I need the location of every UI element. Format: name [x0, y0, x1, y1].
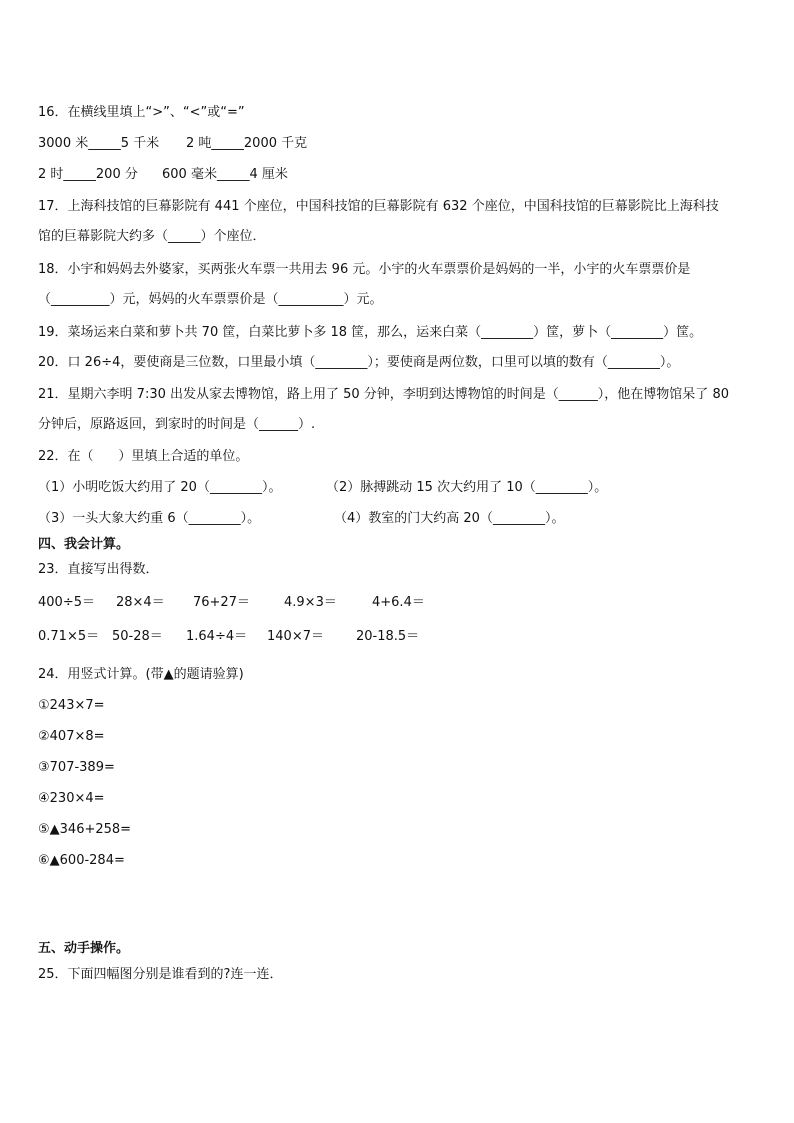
q22-title: 22．在（ ）里填上合适的单位。 — [38, 449, 249, 464]
calc-item: 50-28＝ — [112, 629, 163, 644]
q16-item-a: 3000 米_____5 千米 — [38, 136, 160, 151]
calc-item: 4.9×3＝ — [284, 595, 337, 610]
q25-text: 25．下面四幅图分别是谁看到的?连一连． — [38, 967, 283, 982]
q24-item: ⑥▲600-284= — [38, 853, 125, 868]
q22-row2 — [38, 511, 564, 527]
q24-title: 24．用竖式计算。(带▲的题请验算) — [38, 667, 244, 682]
calc-item: 400÷5＝ — [38, 595, 95, 610]
q24-item: ③707-389= — [38, 760, 115, 775]
q21-line1: 21．星期六李明 7:30 出发从家去博物馆，路上用了 50 分钟，李明到达博物馆的时间是（______），他在博物馆呆了 80 — [38, 387, 729, 402]
calc-item: 0.71×5＝ — [38, 629, 100, 644]
q20-text: 20．口 26÷4，要使商是三位数，口里最小填（________）；要使商是两位数，口里可以填的数有（________）。 — [38, 355, 680, 370]
q22-part1: （1）小明吃饭大约用了 20（________）。 — [38, 480, 282, 495]
q22-part3: （3）一头大象大约重 6（________）。 — [38, 511, 261, 526]
q16-row2 — [38, 167, 288, 183]
q16-item-c: 2 时_____200 分 — [38, 167, 138, 182]
q21-line2: 分钟后，原路返回，到家时的时间是（______）. — [38, 417, 316, 432]
q22-part4: （4）教室的门大约高 20（________）。 — [334, 511, 565, 526]
q19-text: 19．菜场运来白菜和萝卜共 70 筐，白菜比萝卜多 18 筐，那么，运来白菜（________）筐，萝卜（________）筐。 — [38, 325, 703, 340]
q16-item-d: 600 毫米_____4 厘米 — [162, 167, 288, 182]
calc-item: 28×4＝ — [116, 595, 165, 610]
q18-line2: （_________）元，妈妈的火车票票价是（__________）元。 — [38, 292, 383, 307]
q24-item: ④230×4= — [38, 791, 105, 806]
q17-line2: 馆的巨幕影院大约多（_____）个座位． — [38, 229, 266, 244]
section4-heading: 四、我会计算。 — [38, 537, 130, 552]
q23-row2 — [38, 629, 419, 645]
q22-row1 — [38, 480, 607, 496]
q16-row1 — [38, 136, 307, 152]
calc-item: 1.64÷4＝ — [186, 629, 248, 644]
calc-item: 140×7＝ — [267, 629, 324, 644]
calc-item: 76+27＝ — [193, 595, 250, 610]
q18-line1: 18．小宇和妈妈去外婆家，买两张火车票一共用去 96 元。小宇的火车票票价是妈妈的一半，小宇的火车票票价是 — [38, 262, 691, 277]
q24-item: ②407×8= — [38, 729, 105, 744]
q16-title: 16．在横线里填上“>”、“<”或“=” — [38, 105, 245, 120]
q24-item: ①243×7= — [38, 698, 105, 713]
calc-item: 20-18.5＝ — [356, 629, 420, 644]
q23-row1 — [38, 595, 425, 611]
calc-item: 4+6.4＝ — [372, 595, 425, 610]
q24-item: ⑤▲346+258= — [38, 822, 132, 837]
section5-heading: 五、动手操作。 — [38, 941, 130, 956]
q23-title: 23．直接写出得数． — [38, 562, 159, 577]
q16-item-b: 2 吨_____2000 千克 — [186, 136, 308, 151]
q22-part2: （2）脉搏跳动 15 次大约用了 10（________）。 — [326, 480, 608, 495]
q17-line1: 17．上海科技馆的巨幕影院有 441 个座位，中国科技馆的巨幕影院有 632 个座位，中国科技馆的巨幕影院比上海科技 — [38, 199, 719, 214]
